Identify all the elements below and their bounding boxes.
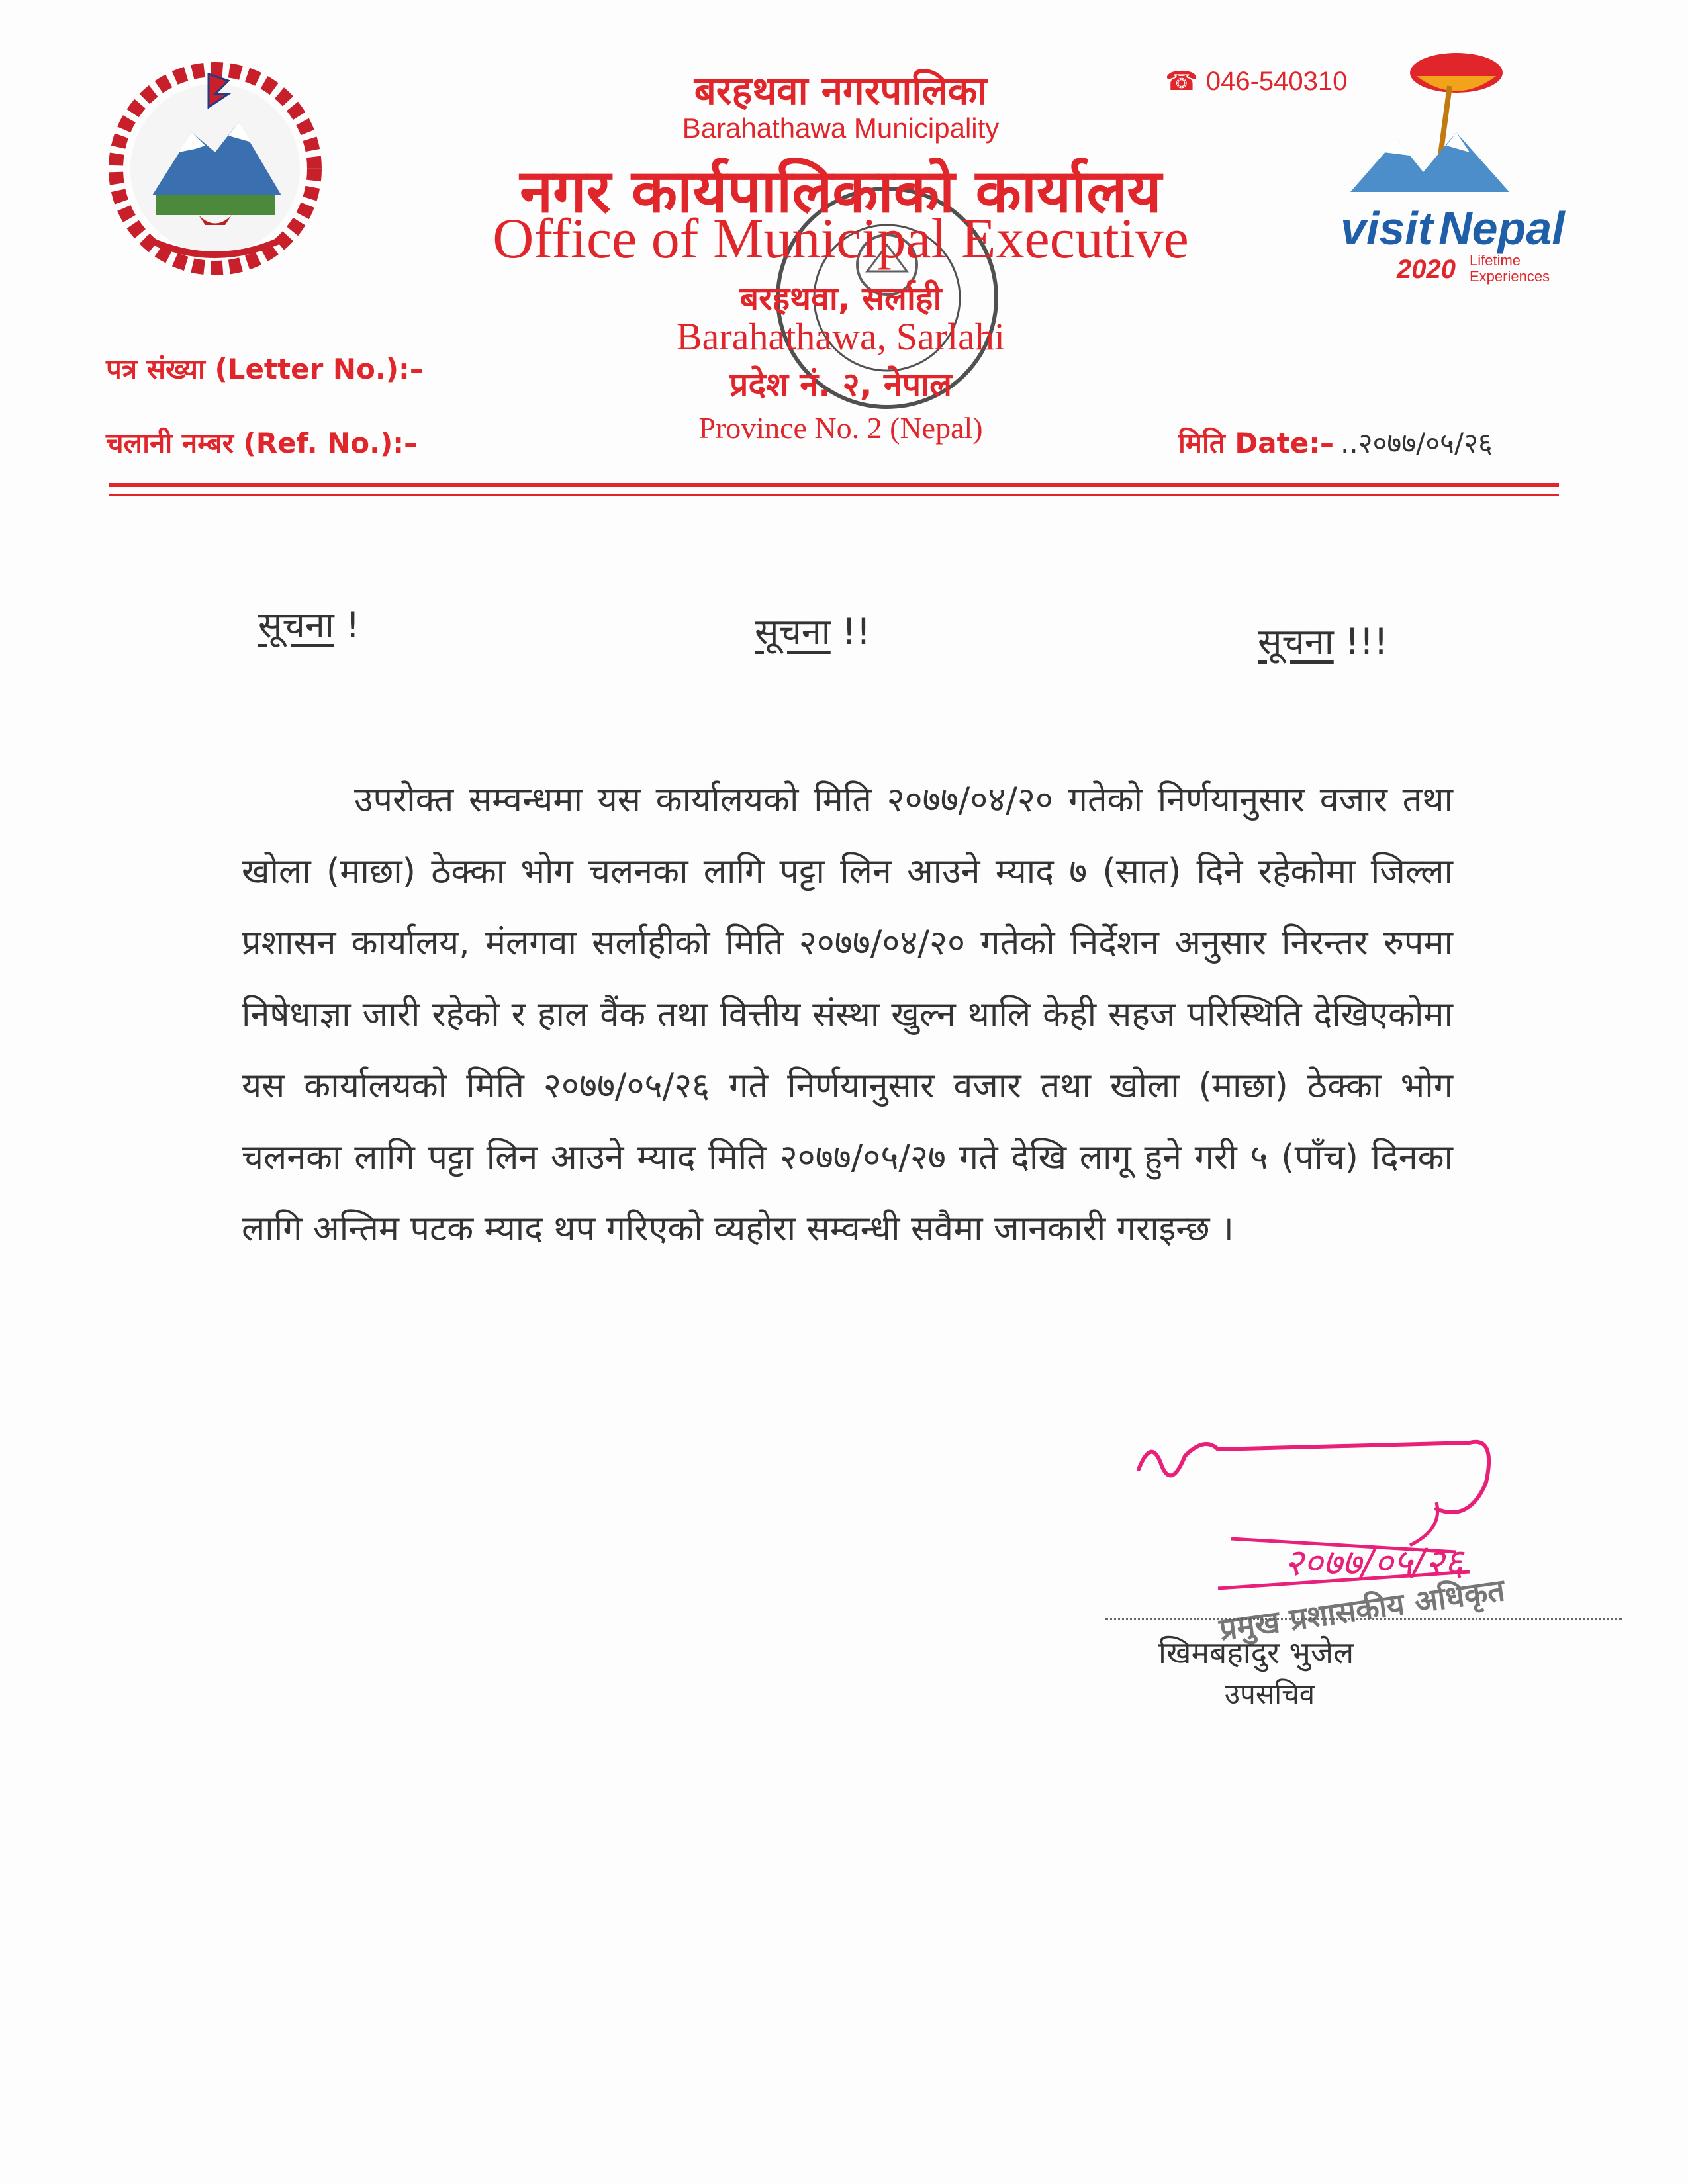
notice-heading-3	[1258, 615, 1388, 664]
handwritten-date: २०७७/०५/२६	[1284, 1541, 1464, 1584]
letter-number-label: पत्र संख्या (Letter No.):–	[106, 353, 424, 385]
notice-body: उपरोक्त सम्वन्धमा यस कार्यालयको मिति २०७७/०४/२० गतेको निर्णयानुसार वजार तथा खोला (माछा) ठेक्का भोग चलनका लागि पट्टा लिन आउने म्याद ७ (सात) दिने रहेकोमा जिल्ला प्रशासन कार्यालय, मंलगवा सर्लाहीको मिति २०७७/०४/२० गतेको निर्देशन अनुसार निरन्तर रुपमा निषेधाज्ञा जारी रहेको र हाल वैंक तथा वित्तीय संस्था खुल्न थालि केही सहज परिस्थिति देखिएकोमा यस कार्यालयको मिति २०७७/०५/२६ गते निर्णयानुसार वजार तथा खोला (माछा) ठेक्का भोग चलनका लागि पट्टा लिन आउने म्याद मिति २०७७/०५/२७ गते देखि लागू हुने गरी ५ (पाँच) दिनका लागि अन्तिम पटक म्याद थप गरिएको व्यहोरा सम्वन्धी सवैमा जानकारी गराइन्छ ।	[242, 780, 1453, 1249]
nepal-emblem-icon	[106, 60, 324, 278]
notice-word: सूचना	[755, 611, 831, 653]
visit-nepal-mark-icon	[1337, 46, 1562, 212]
municipality-name-np: बरहथवा नगरपालिका	[694, 68, 988, 113]
visit-nepal-logo	[1337, 46, 1565, 298]
province-en: Province No. 2 (Nepal)	[698, 411, 983, 445]
office-name-en: Office of Municipal Executive	[492, 206, 1189, 270]
date-label: मिति Date:–	[1178, 427, 1334, 459]
date-field	[1178, 424, 1493, 461]
phone-value: 046-540310	[1205, 67, 1348, 96]
ref-number-label: चलानी नम्बर (Ref. No.):–	[106, 427, 418, 459]
header-divider-thin	[109, 494, 1559, 496]
notice-mark: !	[345, 604, 360, 646]
municipality-name-en: Barahathawa Municipality	[682, 113, 1000, 144]
notice-word: सूचना	[258, 604, 334, 646]
office-name-np: नगर कार्यपालिकाको कार्यालय	[520, 157, 1162, 226]
visit-tag-lifetime: Lifetime	[1470, 252, 1521, 269]
nepal-word: Nepal	[1438, 203, 1565, 254]
notice-heading-2	[755, 606, 870, 655]
designation-stamp: प्रमुख प्रशासकीय अधिकृत	[1217, 1572, 1507, 1647]
telephone-icon: ☎	[1165, 67, 1198, 96]
phone-number	[1165, 66, 1347, 97]
visit-word: visit	[1340, 203, 1434, 254]
notice-mark: !!!	[1344, 621, 1388, 662]
visit-tag-experiences: Experiences	[1470, 268, 1550, 285]
notice-heading-1	[258, 599, 360, 648]
province-np: प्रदेश नं. २, नेपाल	[729, 365, 952, 404]
handwritten-signature-icon	[1125, 1410, 1575, 1608]
header-divider-thick	[109, 483, 1559, 487]
address-np: बरहथवा, सर्लाही	[739, 279, 942, 318]
signatory-title: उपसचिव	[1225, 1678, 1315, 1710]
address-en: Barahathawa, Sarlahi	[676, 315, 1005, 358]
visit-year: 2020	[1397, 255, 1456, 284]
signatory-name: खिमबहादुर भुजेल	[1158, 1635, 1354, 1670]
date-value: ..२०७७/०५/२६	[1340, 427, 1493, 459]
notice-word: सूचना	[1258, 621, 1334, 662]
notice-mark: !!	[841, 611, 871, 653]
